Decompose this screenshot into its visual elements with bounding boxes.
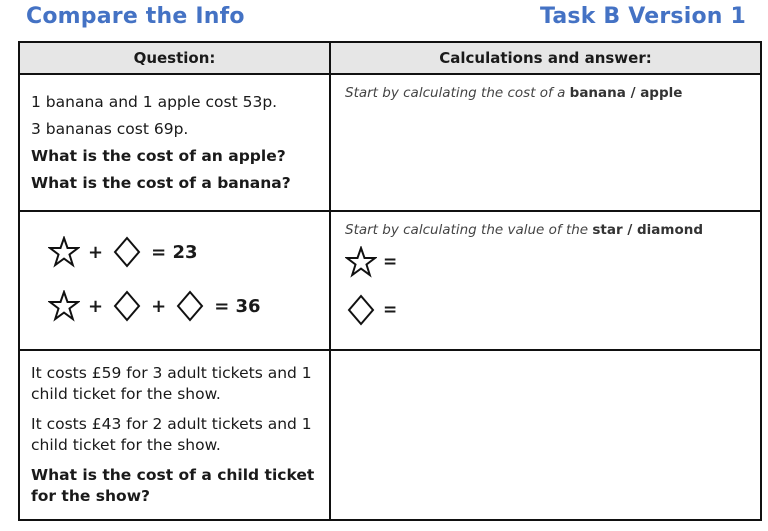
diamond-icon (345, 294, 377, 326)
equals-sign: = (383, 252, 398, 272)
star-answer-line[interactable] (331, 238, 760, 286)
question-line: 1 banana and 1 apple cost 53p. (31, 93, 278, 111)
question-line: 3 bananas cost 69p. (31, 120, 189, 138)
answer-cell-3[interactable] (330, 350, 761, 520)
diamond-answer-line[interactable] (331, 286, 760, 334)
plus-sign: + (151, 295, 167, 317)
question-paragraph: It costs £59 for 3 adult tickets and 1 child ticket for the show. (31, 364, 312, 403)
hint-text: Start by calculating the value of the star / diamond (345, 222, 703, 238)
equation-result: = 23 (151, 241, 198, 263)
task-version-label: Task B Version 1 (539, 4, 746, 29)
plus-sign: + (88, 241, 104, 263)
table-row (19, 74, 761, 211)
diamond-icon (174, 290, 206, 322)
diamond-icon (111, 236, 143, 268)
question-prompt: What is the cost of a child ticket for the show? (31, 466, 315, 505)
star-icon (345, 246, 377, 278)
worksheet-title: Compare the Info (26, 4, 245, 29)
table-row (19, 350, 761, 520)
table-row (19, 211, 761, 350)
diamond-icon (111, 290, 143, 322)
star-icon (48, 290, 80, 322)
column-header-question: Question: (19, 42, 330, 74)
question-prompt: What is the cost of an apple? (31, 147, 286, 165)
answer-cell-2[interactable] (330, 211, 761, 350)
equals-sign: = (383, 300, 398, 320)
hint-text: Start by calculating the cost of a banana / apple (345, 85, 683, 101)
plus-sign: + (88, 295, 104, 317)
equation-2 (20, 286, 329, 326)
star-icon (48, 236, 80, 268)
question-paragraph: It costs £43 for 2 adult tickets and 1 child ticket for the show. (31, 415, 312, 454)
question-cell-2 (19, 211, 330, 350)
question-cell-3 (19, 350, 330, 520)
table-header-row (19, 42, 761, 74)
question-prompt: What is the cost of a banana? (31, 174, 291, 192)
answer-cell-1[interactable] (330, 74, 761, 211)
column-header-answer: Calculations and answer: (330, 42, 761, 74)
equation-result: = 36 (214, 295, 261, 317)
equation-1 (20, 232, 329, 272)
question-cell-1 (19, 74, 330, 211)
worksheet-table (18, 41, 762, 521)
